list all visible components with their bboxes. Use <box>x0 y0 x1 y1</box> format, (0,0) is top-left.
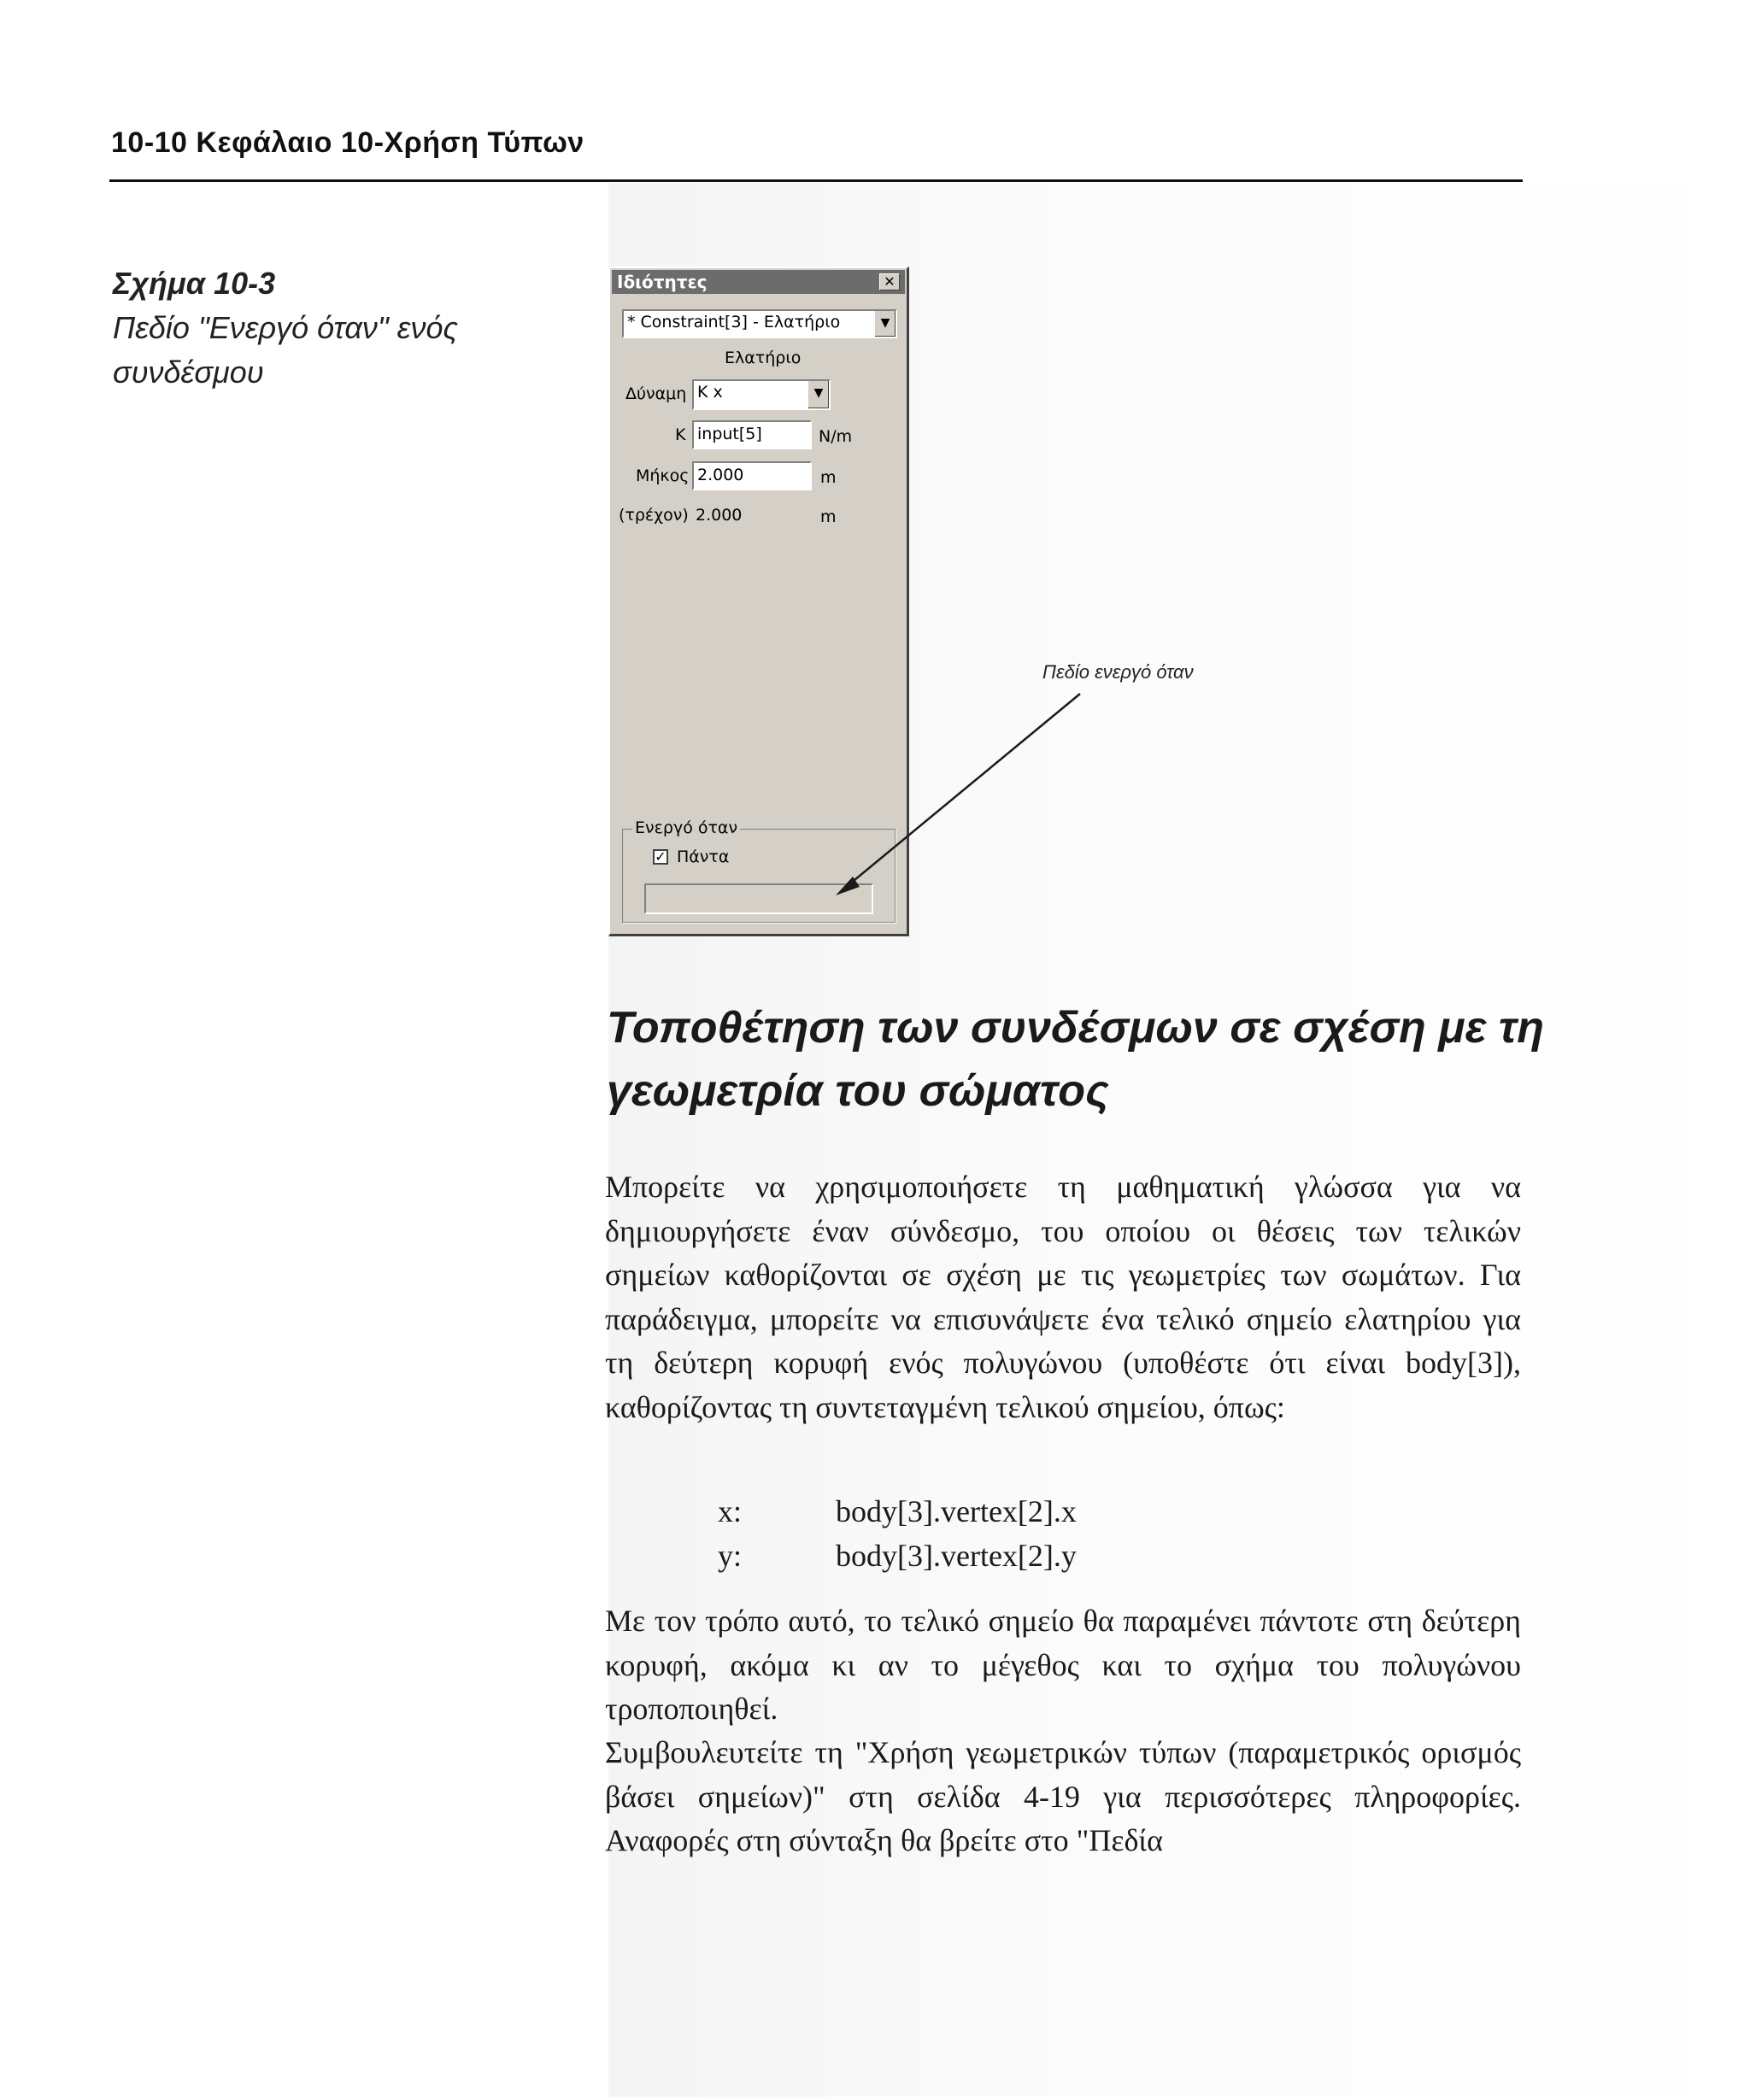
code-axis: y: <box>718 1539 743 1573</box>
k-input[interactable]: input[5] <box>692 420 812 449</box>
section-title: Τοποθέτηση των συνδέσμων σε σχέση με τη γεωμετρία του σώματος <box>607 1003 1544 1116</box>
body-paragraph-1: Μπορείτε να χρησιμοποιήσετε τη μαθηματική γλώσσα για να δημιουργήσετε έναν σύνδεσμο, του οποίου οι θέσεις των τελικών σημείων καθορίζονται σε σχέση με τις γεωμετρίες των σωμάτων. Για παράδειγμα, μπορείτε να επισυνάψετε ένα τελικό σημείο ελατηρίου για τη δεύτερη κορυφή ενός πολυγώνου (υποθέστε ότι είναι body[3]), καθορίζοντας τη συντεταγμένη τελικού σημείου, όπως: <box>605 1170 1521 1424</box>
length-input[interactable]: 2.000 <box>692 461 812 490</box>
active-when-legend: Ενεργό όταν <box>632 818 740 837</box>
object-type-heading: Ελατήριο <box>725 349 802 367</box>
body-paragraph-3: Συμβουλευτείτε τη "Χρήση γεωμετρικών τύπων (παραμετρικός ορισμός βάσει σημείων)" στη σελίδα 4-19 για περισσότερες πληροφορίες. Αναφορές στη σύνταξη θα βρείτε στο "Πεδία <box>605 1735 1521 1857</box>
code-axis: x: <box>718 1494 743 1528</box>
callout-label: Πεδίο ενεργό όταν <box>1042 661 1194 683</box>
current-length-label: (τρέχον) <box>619 506 689 525</box>
code-line-y <box>718 1534 1077 1577</box>
figure-number: Σχήμα 10-3 <box>113 266 276 301</box>
k-unit: N/m <box>819 427 853 446</box>
chevron-down-icon[interactable]: ▼ <box>874 311 896 337</box>
chevron-down-icon[interactable]: ▼ <box>807 381 829 408</box>
current-length-value: 2.000 <box>696 506 743 525</box>
dialog-title: Ιδιότητες <box>617 272 708 292</box>
figure-caption-text: Πεδίο "Ενεργό όταν" ενός συνδέσμου <box>113 310 459 390</box>
always-label: Πάντα <box>677 848 730 866</box>
force-label: Δύναμη <box>625 384 687 403</box>
code-expr: body[3].vertex[2].y <box>836 1539 1077 1573</box>
length-unit: m <box>820 468 837 487</box>
body-paragraph-2: Με τον τρόπο αυτό, το τελικό σημείο θα παραμένει πάντοτε στη δεύτερη κορυφή, ακόμα κι αν το μέγεθος και το σχήμα του πολυγώνου τροποποιηθεί. <box>605 1604 1521 1726</box>
length-label: Μήκος <box>636 466 690 485</box>
callout-arrow <box>0 0 1750 1025</box>
callout-line <box>844 694 1080 889</box>
current-length-unit: m <box>820 507 837 526</box>
always-checkbox[interactable]: ✓ <box>653 849 668 865</box>
object-select-value: * Constraint[3] - Ελατήριο <box>627 313 841 331</box>
code-expr: body[3].vertex[2].x <box>836 1494 1077 1528</box>
close-icon[interactable]: ✕ <box>879 273 900 290</box>
code-line-x <box>718 1490 1077 1533</box>
running-header: 10-10 Κεφάλαιο 10-Χρήση Τύπων <box>111 126 584 159</box>
force-select-value: K x <box>697 383 723 402</box>
k-label: K <box>675 425 686 444</box>
